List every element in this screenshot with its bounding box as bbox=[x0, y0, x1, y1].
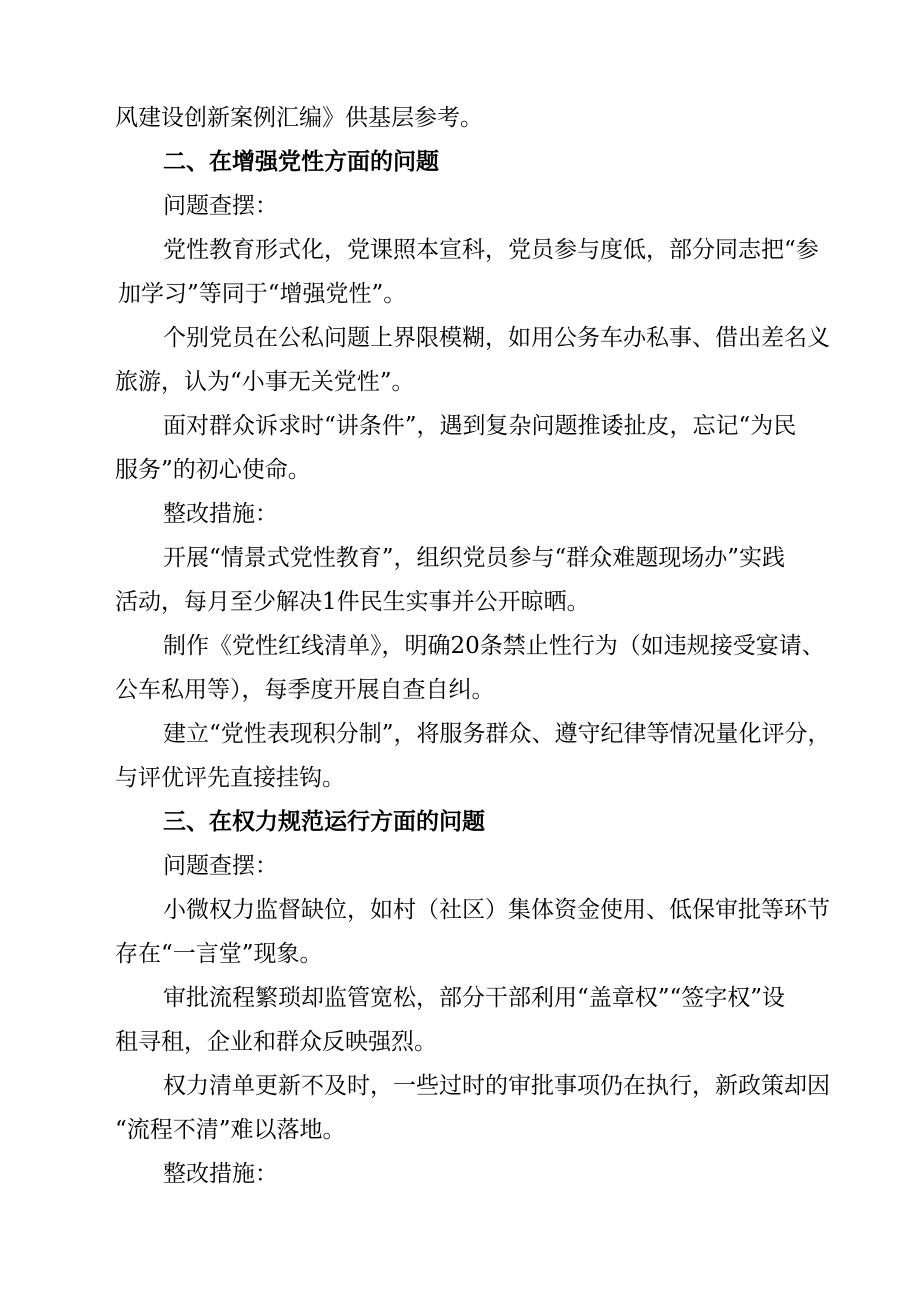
subheading-measures: 整改措施： bbox=[163, 501, 278, 527]
paragraph-line: 旅游，认为“小事无关党性”。 bbox=[115, 369, 415, 395]
paragraph-line: 公车私用等），每季度开展自查自纠。 bbox=[115, 677, 495, 703]
paragraph-line: “流程不清”难以落地。 bbox=[115, 1117, 346, 1143]
paragraph-continuation: 风建设创新案例汇编》供基层参考。 bbox=[115, 105, 483, 131]
paragraph-line: 存在“一言堂”现象。 bbox=[115, 941, 323, 967]
paragraph-line: 个别党员在公私问题上界限模糊，如用公务车办私事、借出差名义 bbox=[163, 325, 830, 351]
paragraph-line: 开展“情景式党性教育”，组织党员参与“群众难题现场办”实践 bbox=[163, 545, 786, 571]
paragraph-line: 建立“党性表现积分制”，将服务群众、遵守纪律等情况量化评分， bbox=[163, 721, 831, 747]
paragraph-line: 制作《党性红线清单》，明确20条禁止性行为（如违规接受宴请、 bbox=[163, 633, 825, 659]
paragraph-line: 面对群众诉求时“讲条件”，遇到复杂问题推诿扯皮，忘记“为民 bbox=[163, 413, 797, 439]
paragraph-line: 与评优评先直接挂钩。 bbox=[115, 765, 345, 791]
paragraph-line: 服务”的初心使命。 bbox=[115, 457, 311, 483]
paragraph-line: 权力清单更新不及时，一些过时的审批事项仍在执行，新政策却因 bbox=[163, 1073, 830, 1099]
paragraph-line: 活动，每月至少解决1件民生实事并公开晾晒。 bbox=[115, 589, 590, 615]
paragraph-line: 加学习”等同于“增强党性”。 bbox=[118, 281, 407, 307]
subheading-measures: 整改措施： bbox=[163, 1161, 278, 1187]
paragraph-line: 租寻租，企业和群众反映强烈。 bbox=[115, 1029, 437, 1055]
paragraph-line: 小微权力监督缺位，如村（社区）集体资金使用、低保审批等环节 bbox=[163, 897, 830, 923]
subheading-problems: 问题查摆： bbox=[163, 853, 278, 879]
section-heading: 三、在权力规范运行方面的问题 bbox=[163, 808, 485, 835]
subheading-problems: 问题查摆： bbox=[163, 193, 278, 219]
paragraph-line: 审批流程繁琐却监管宽松，部分干部利用“盖章权”“签字权”设 bbox=[163, 985, 786, 1011]
paragraph-line: 党性教育形式化，党课照本宣科，党员参与度低，部分同志把“参 bbox=[163, 237, 819, 263]
section-heading: 二、在增强党性方面的问题 bbox=[163, 148, 439, 175]
